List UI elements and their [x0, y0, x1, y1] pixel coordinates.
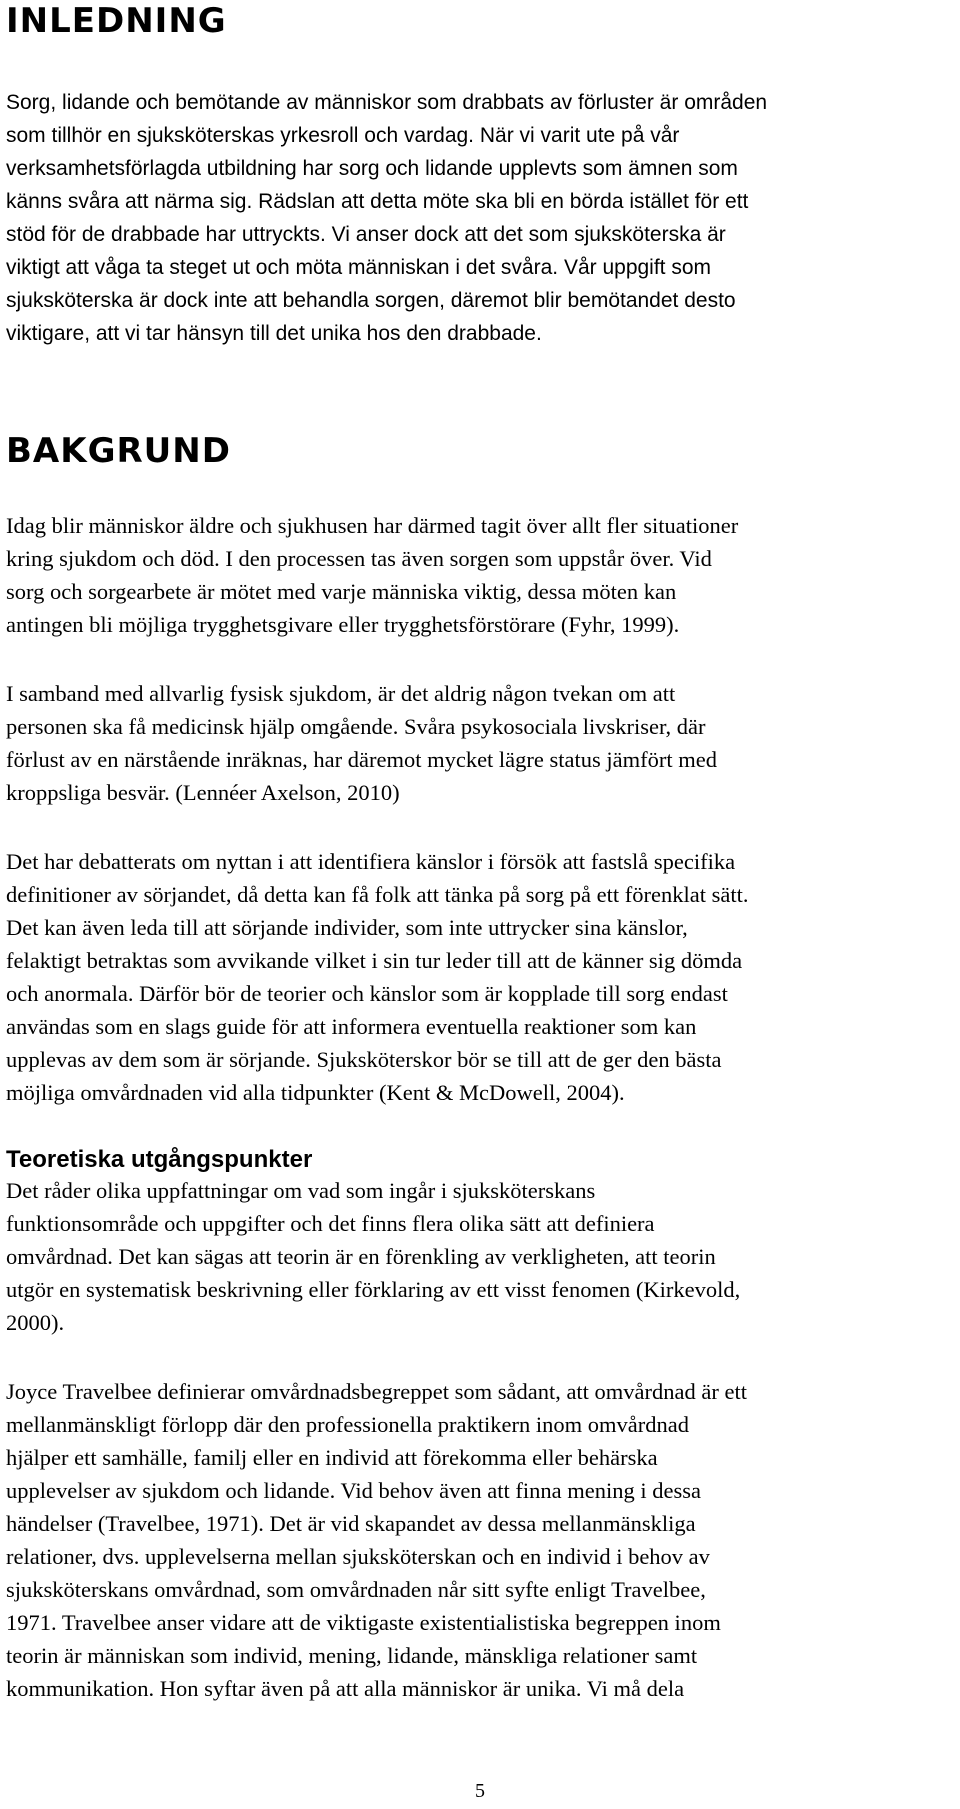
text-line: felaktigt betraktas som avvikande vilket i sin tur leder till att de känner sig dömda — [6, 948, 743, 973]
text-line: sorg och sorgearbete är mötet med varje människa viktig, dessa möten kan — [6, 579, 677, 604]
text-line: 1971. Travelbee anser vidare att de viktigaste existentialistiska begreppen inom — [6, 1610, 721, 1635]
text-line: händelser (Travelbee, 1971). Det är vid skapandet av dessa mellanmänskliga — [6, 1511, 696, 1536]
text-line: kroppsliga besvär. (Lennéer Axelson, 2010) — [6, 780, 400, 805]
paragraph-bakgrund-1 — [6, 509, 954, 641]
text-line: kring sjukdom och död. I den processen tas även sorgen som uppstår över. Vid — [6, 546, 712, 571]
text-line: kommunikation. Hon syftar även på att alla människor är unika. Vi må dela — [6, 1676, 685, 1701]
text-line: användas som en slags guide för att informera eventuella reaktioner som kan — [6, 1014, 697, 1039]
heading-bakgrund: BAKGRUND — [6, 431, 231, 471]
paragraph-bakgrund-2 — [6, 677, 954, 809]
text-line: I samband med allvarlig fysisk sjukdom, är det aldrig någon tvekan om att — [6, 681, 676, 706]
paragraph-teoretiska-2 — [6, 1375, 954, 1705]
text-line: sjuksköterskans omvårdnad, som omvårdnaden når sitt syfte enligt Travelbee, — [6, 1577, 706, 1602]
heading-inledning: INLEDNING — [6, 1, 227, 41]
text-line: 2000). — [6, 1310, 65, 1335]
text-line: antingen bli möjliga trygghetsgivare eller trygghetsförstörare (Fyhr, 1999). — [6, 612, 680, 637]
text-line: känns svåra att närma sig. Rädslan att detta möte ska bli en börda istället för ett — [6, 190, 749, 213]
text-line: viktigare, att vi tar hänsyn till det unika hos den drabbade. — [6, 322, 542, 345]
text-line: möjliga omvårdnaden vid alla tidpunkter (Kent & McDowell, 2004). — [6, 1080, 625, 1105]
paragraph-bakgrund-3 — [6, 845, 954, 1109]
text-line: viktigt att våga ta steget ut och möta människan i det svåra. Vår uppgift som — [6, 256, 712, 279]
text-line: verksamhetsförlagda utbildning har sorg och lidande upplevts som ämnen som — [6, 157, 738, 180]
text-line: som tillhör en sjuksköterskas yrkesroll och vardag. När vi varit ute på vår — [6, 124, 680, 147]
text-line: och anormala. Därför bör de teorier och känslor som är kopplade till sorg endast — [6, 981, 728, 1006]
text-line: definitioner av sörjandet, då detta kan få folk att tänka på sorg på ett förenklat sätt. — [6, 882, 749, 907]
text-line: Det kan även leda till att sörjande individer, som inte uttrycker sina känslor, — [6, 915, 688, 940]
text-line: upplevelser av sjukdom och lidande. Vid behov även att finna mening i dessa — [6, 1478, 701, 1503]
text-line: förlust av en närstående inräknas, har däremot mycket lägre status jämfört med — [6, 747, 717, 772]
text-line: Det råder olika uppfattningar om vad som ingår i sjuksköterskans — [6, 1178, 596, 1203]
text-line: stöd för de drabbade har uttryckts. Vi anser dock att det som sjuksköterska är — [6, 223, 726, 246]
text-line: relationer, dvs. upplevelserna mellan sjuksköterskan och en individ i behov av — [6, 1544, 710, 1569]
page-number: 5 — [475, 1780, 485, 1802]
text-line: personen ska få medicinsk hjälp omgående. Svåra psykosociala livskriser, där — [6, 714, 706, 739]
paragraph-teoretiska-1 — [6, 1174, 954, 1339]
text-line: omvårdnad. Det kan sägas att teorin är en förenkling av verkligheten, att teorin — [6, 1244, 716, 1269]
text-line: Det har debatterats om nyttan i att identifiera känslor i försök att fastslå specifika — [6, 849, 736, 874]
text-line: mellanmänskligt förlopp där den professionella praktikern inom omvårdnad — [6, 1412, 689, 1437]
heading-teoretiska-utgangspunkter: Teoretiska utgångspunkter — [6, 1146, 313, 1173]
paragraph-inledning — [6, 86, 954, 350]
text-line: upplevas av dem som är sörjande. Sjuksköterskor bör se till att de ger den bästa — [6, 1047, 722, 1072]
text-line: sjuksköterska är dock inte att behandla sorgen, däremot blir bemötandet desto — [6, 289, 736, 312]
text-line: teorin är människan som individ, mening, lidande, mänskliga relationer samt — [6, 1643, 698, 1668]
text-line: funktionsområde och uppgifter och det finns flera olika sätt att definiera — [6, 1211, 655, 1236]
text-line: hjälper ett samhälle, familj eller en individ att förekomma eller behärska — [6, 1445, 658, 1470]
text-line: Idag blir människor äldre och sjukhusen har därmed tagit över allt fler situationer — [6, 513, 739, 538]
text-line: utgör en systematisk beskrivning eller förklaring av ett visst fenomen (Kirkevold, — [6, 1277, 741, 1302]
text-line: Joyce Travelbee definierar omvårdnadsbegreppet som sådant, att omvårdnad är ett — [6, 1379, 747, 1404]
text-line: Sorg, lidande och bemötande av människor som drabbats av förluster är områden — [6, 91, 768, 114]
